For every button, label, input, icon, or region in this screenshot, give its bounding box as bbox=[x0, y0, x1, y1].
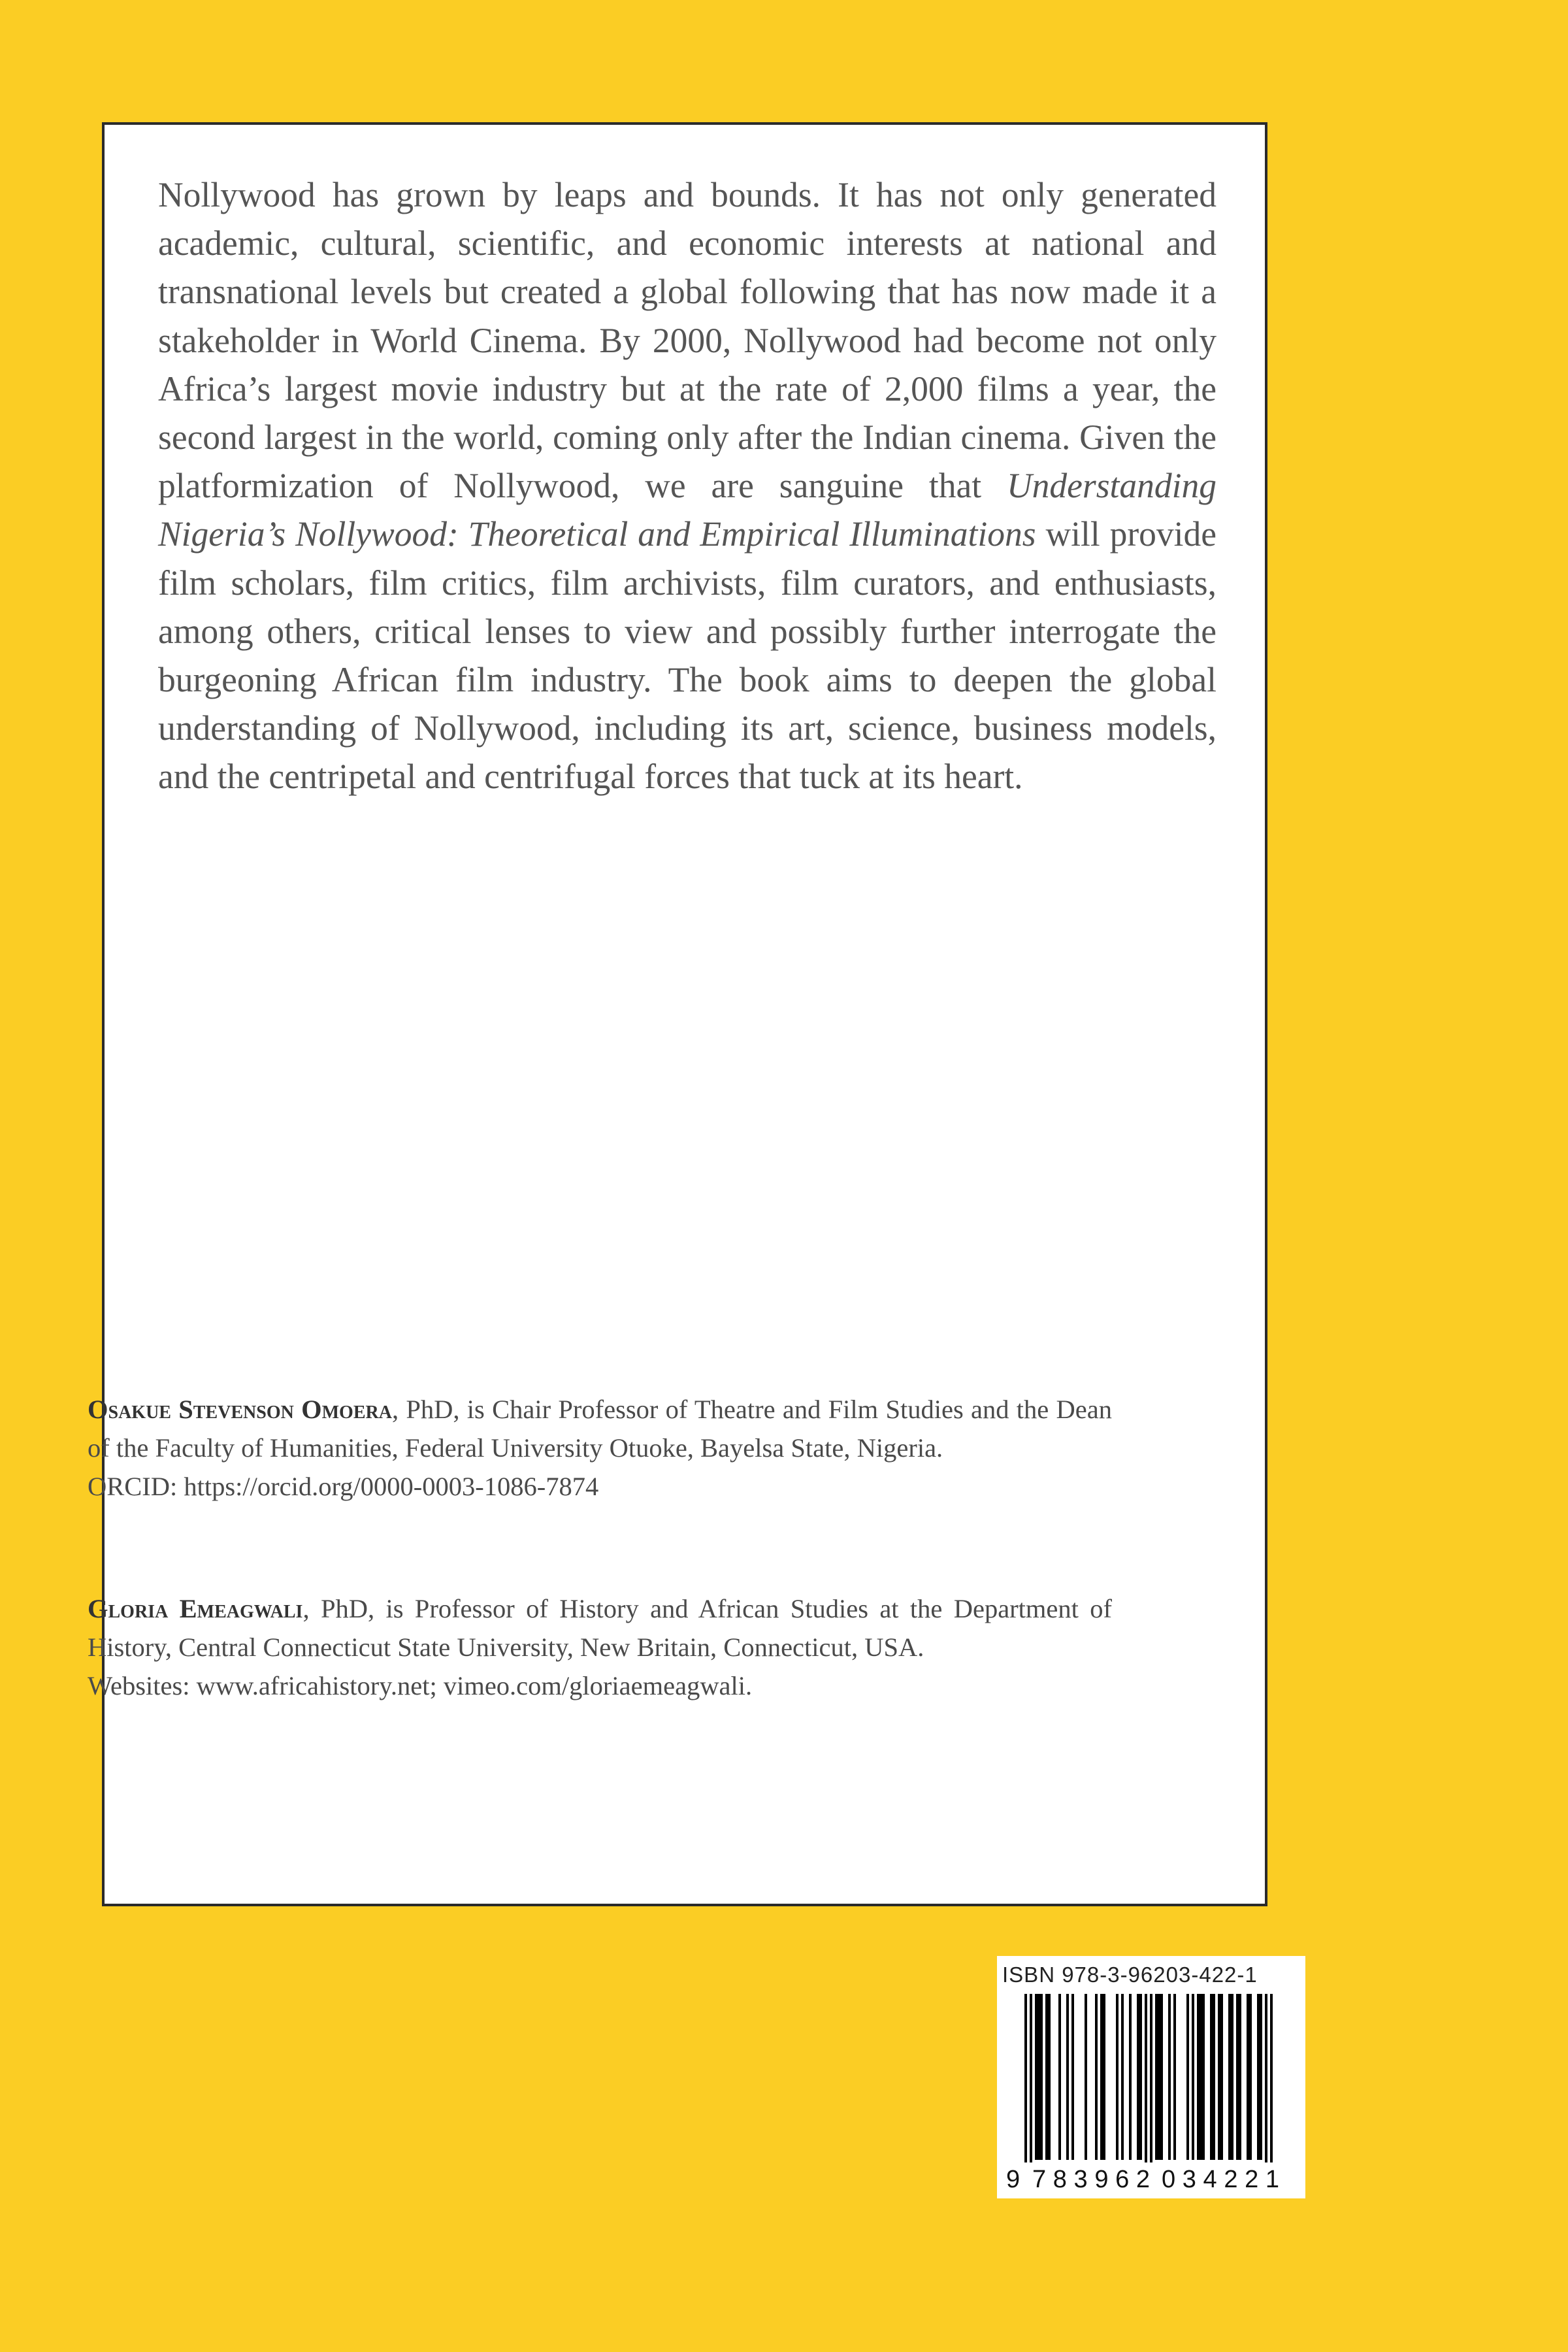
author-bio-emeagwali bbox=[88, 1589, 1112, 1705]
author-websites: Websites: www.africahistory.net; vimeo.com/gloriaemeagwali. bbox=[88, 1671, 753, 1700]
isbn-barcode-box bbox=[997, 1956, 1305, 2198]
barcode-guard-bar bbox=[1270, 1994, 1273, 2177]
barcode-bar bbox=[1186, 1994, 1189, 2160]
barcode-guard-bar bbox=[1024, 1994, 1027, 2177]
barcode-bar bbox=[1168, 1994, 1171, 2160]
barcode-bar bbox=[1231, 1994, 1233, 2160]
barcode-bar bbox=[1035, 1994, 1037, 2160]
barcode-bar bbox=[1192, 1994, 1194, 2160]
book-blurb bbox=[158, 171, 1217, 801]
barcode-bar bbox=[1058, 1994, 1061, 2160]
barcode-bars bbox=[1024, 1994, 1273, 2177]
barcode-bar bbox=[1048, 1994, 1051, 2160]
barcode-bar bbox=[1202, 1994, 1205, 2160]
barcode-bar bbox=[1139, 1994, 1142, 2160]
ean-barcode bbox=[1005, 1994, 1298, 2193]
barcode-bar bbox=[1236, 1994, 1239, 2160]
book-title-italic: Understanding Nigeria’s Nollywood: Theoretical and Empirical Illuminations bbox=[158, 466, 1217, 554]
author-name: Osakue Stevenson Omoera bbox=[88, 1395, 392, 1424]
barcode-guard-bar bbox=[1030, 1994, 1032, 2177]
barcode-bar bbox=[1040, 1994, 1043, 2160]
barcode-bar bbox=[1197, 1994, 1200, 2160]
barcode-right-digits: 034221 bbox=[1162, 2166, 1279, 2193]
barcode-bar bbox=[1100, 1994, 1103, 2160]
barcode-bar bbox=[1200, 1994, 1202, 2160]
barcode-bar bbox=[1210, 1994, 1213, 2160]
isbn-label: ISBN 978-3-96203-422-1 bbox=[1002, 1963, 1258, 1987]
barcode-bar bbox=[1045, 1994, 1048, 2160]
barcode-bar bbox=[1037, 1994, 1040, 2160]
barcode-bar bbox=[1220, 1994, 1223, 2160]
barcode-bar bbox=[1173, 1994, 1176, 2160]
author-bio-omoera bbox=[88, 1390, 1112, 1506]
barcode-bar bbox=[1103, 1994, 1105, 2160]
barcode-left-digits: 783962 bbox=[1032, 2166, 1150, 2193]
barcode-bar bbox=[1116, 1994, 1119, 2160]
barcode-bar bbox=[1121, 1994, 1124, 2160]
author-orcid: ORCID: https://orcid.org/0000-0003-1086-7874 bbox=[88, 1472, 599, 1501]
barcode-bar bbox=[1257, 1994, 1260, 2160]
barcode-bar bbox=[1239, 1994, 1241, 2160]
author-name: Gloria Emeagwali bbox=[88, 1594, 303, 1623]
author-bio-text: , PhD, is Professor of History and African Studies at the Department of History, Central Connecticut State University, New Britain, Connecticut, USA. bbox=[88, 1594, 1112, 1662]
barcode-guard-bar bbox=[1265, 1994, 1267, 2177]
barcode-bar bbox=[1218, 1994, 1220, 2160]
barcode-guard-bar bbox=[1145, 1994, 1147, 2177]
barcode-bar bbox=[1085, 1994, 1087, 2160]
barcode-bar bbox=[1249, 1994, 1252, 2160]
author-bio-text: , PhD, is Chair Professor of Theatre and Film Studies and the Dean of the Faculty of Humanities, Federal University Otuoke, Bayelsa State, Nigeria. bbox=[88, 1395, 1112, 1463]
barcode-bar bbox=[1260, 1994, 1262, 2160]
barcode-bar bbox=[1228, 1994, 1231, 2160]
barcode-guard-bar bbox=[1150, 1994, 1152, 2177]
barcode-lead-digit: 9 bbox=[1006, 2166, 1021, 2193]
blurb-text-part-2: will provide film scholars, film critics, film archivists, film curators, and enthusiasts, among others, critical lenses to view and possibly further interrogate the burgeoning African film industry. The book aims to deepen the global understanding of Nollywood, including its art, science, business models, and the centripetal and centrifugal forces that tuck at its heart. bbox=[158, 514, 1217, 797]
barcode-bar bbox=[1137, 1994, 1139, 2160]
barcode-bar bbox=[1066, 1994, 1069, 2160]
barcode-bar bbox=[1160, 1994, 1163, 2160]
blurb-text-part-1: Nollywood has grown by leaps and bounds. It has not only generated academic, cultural, scientific, and economic interests at national and transnational levels but created a global following that has now made it a stakeholder in World Cinema. By 2000, Nollywood had become not only Africa’s largest movie industry but at the rate of 2,000 films a year, the second largest in the world, coming only after the Indian cinema. Given the platformization of Nollywood, we are sanguine that bbox=[158, 175, 1217, 506]
barcode-bar bbox=[1095, 1994, 1098, 2160]
barcode-bar bbox=[1213, 1994, 1215, 2160]
barcode-bar bbox=[1129, 1994, 1132, 2160]
barcode-bar bbox=[1158, 1994, 1160, 2160]
barcode-bar bbox=[1155, 1994, 1158, 2160]
barcode-bar bbox=[1071, 1994, 1074, 2160]
barcode-bar bbox=[1247, 1994, 1249, 2160]
